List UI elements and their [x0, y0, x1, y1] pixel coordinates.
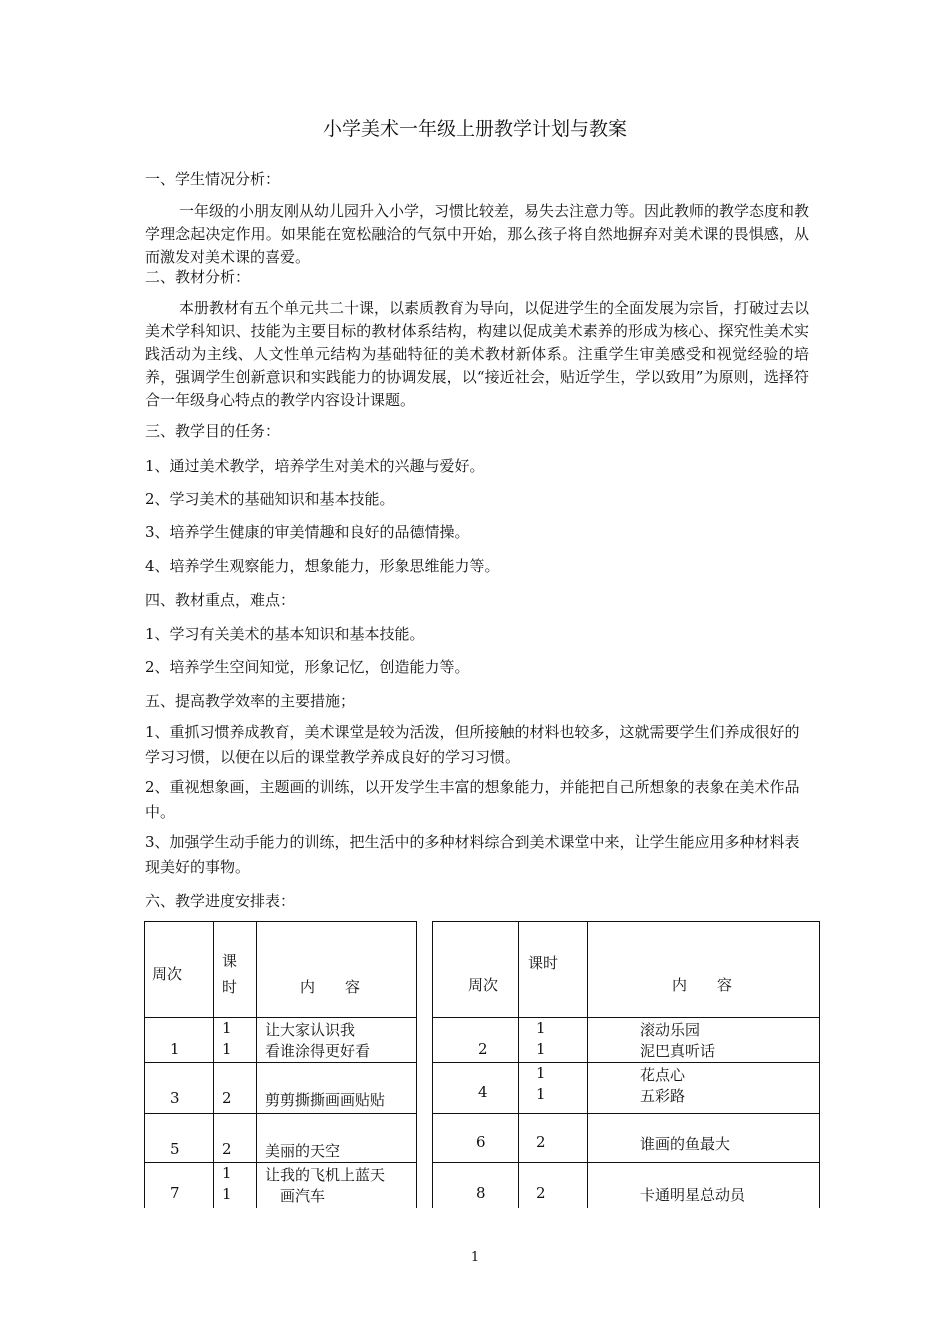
- section-3-item: 3、培养学生健康的审美情趣和良好的品德情操。: [145, 523, 470, 541]
- section-4-heading: 四、教材重点，难点：: [145, 591, 296, 609]
- section-1-paragraph: 一年级的小朋友刚从幼儿园升入小学，习惯比较差，易失去注意力等。因此教师的教学态度和教学理念起决定作用。如果能在宽松融洽的气氛中开始，那么孩子将自然地摒弃对美术课的畏惧感，从而激发对美术课的喜爱。: [145, 202, 810, 266]
- content-cell: 美丽的天空: [265, 1142, 341, 1160]
- table-border: [432, 1162, 820, 1163]
- table-border: [256, 921, 257, 1208]
- section-3-heading: 三、教学目的任务：: [145, 422, 281, 440]
- section-5-item: 3、加强学生动手能力的训练，把生活中的多种材料综合到美术课堂中来，让学生能应用多种材料表现美好的事物。: [145, 833, 800, 876]
- week-cell: 3: [170, 1089, 180, 1107]
- hours-cell: 1: [222, 1164, 232, 1182]
- table-border: [144, 921, 417, 922]
- table-border: [819, 921, 820, 1208]
- section-1-heading: 一、学生情况分析：: [145, 170, 281, 188]
- header-content: 内 容: [300, 978, 361, 996]
- hours-cell: 1: [222, 1185, 232, 1203]
- table-border: [432, 921, 820, 922]
- content-cell: 花点心: [640, 1066, 686, 1084]
- table-border: [144, 1062, 417, 1063]
- hours-cell: 2: [536, 1133, 546, 1151]
- week-cell: 8: [476, 1184, 486, 1202]
- header-hours: 课时: [528, 954, 559, 972]
- table-border: [144, 1162, 417, 1163]
- section-5-heading: 五、提高教学效率的主要措施；: [145, 692, 356, 710]
- table-border: [432, 1017, 820, 1018]
- section-4-item: 1、学习有关美术的基本知识和基本技能。: [145, 625, 425, 643]
- header-week: 周次: [468, 976, 499, 994]
- content-cell: 卡通明星总动员: [640, 1186, 746, 1204]
- section-3-item: 1、通过美术教学，培养学生对美术的兴趣与爱好。: [145, 457, 485, 475]
- section-2-paragraph: 本册教材有五个单元共二十课，以素质教育为导向，以促进学生的全面发展为宗旨，打破过去以美术学科知识、技能为主要目标的教材体系结构，构建以促成美术素养的形成为核心、探究性美术实践活动为主线、人文性单元结构为基础特征的美术教材新体系。注重学生审美感受和视觉经验的培养，强调学生创新意识和实践能力的协调发展，以“接近社会，贴近学生，学以致用”为原则，选择符合一年级身心特点的教学内容设计课题。: [145, 299, 810, 409]
- hours-cell: 1: [222, 1019, 232, 1037]
- content-cell: 看谁涂得更好看: [265, 1042, 371, 1060]
- table-border: [587, 921, 588, 1208]
- hours-cell: 2: [222, 1140, 232, 1158]
- section-3-item: 2、学习美术的基础知识和基本技能。: [145, 490, 395, 508]
- hours-cell: 1: [536, 1040, 546, 1058]
- header-week: 周次: [152, 965, 183, 983]
- section-4-item: 2、培养学生空间知觉，形象记忆，创造能力等。: [145, 658, 470, 676]
- week-cell: 1: [170, 1040, 180, 1058]
- week-cell: 6: [476, 1133, 486, 1151]
- content-cell: 泥巴真听话: [640, 1042, 716, 1060]
- week-cell: 2: [478, 1040, 488, 1058]
- content-cell: 剪剪撕撕画画贴贴: [265, 1091, 386, 1109]
- table-border: [213, 921, 214, 1208]
- table-border: [432, 1113, 820, 1114]
- content-cell: 谁画的鱼最大: [640, 1135, 731, 1153]
- section-5-item: 2、重视想象画，主题画的训练，以开发学生丰富的想象能力，并能把自己所想象的表象在美术作品中。: [145, 778, 800, 821]
- table-border: [432, 921, 433, 1208]
- content-cell: 五彩路: [640, 1087, 686, 1105]
- week-cell: 4: [478, 1083, 488, 1101]
- hours-cell: 2: [536, 1184, 546, 1202]
- hours-cell: 1: [536, 1064, 546, 1082]
- week-cell: 7: [170, 1184, 180, 1202]
- hours-cell: 1: [536, 1085, 546, 1103]
- table-border: [416, 921, 417, 1208]
- content-cell: 让我的飞机上蓝天: [265, 1166, 386, 1184]
- page-title: 小学美术一年级上册教学计划与教案: [322, 118, 627, 140]
- header-hours: 课: [222, 952, 238, 970]
- page-number: 1: [470, 1250, 480, 1265]
- section-6-heading: 六、教学进度安排表：: [145, 892, 296, 910]
- hours-cell: 1: [222, 1040, 232, 1058]
- content-cell: 画汽车: [280, 1187, 326, 1205]
- table-border: [144, 1113, 417, 1114]
- content-cell: 滚动乐园: [640, 1021, 701, 1039]
- table-border: [144, 921, 145, 1208]
- week-cell: 5: [170, 1140, 180, 1158]
- header-hours: 时: [222, 978, 238, 996]
- table-border: [144, 1017, 417, 1018]
- section-3-item: 4、培养学生观察能力，想象能力，形象思维能力等。: [145, 557, 500, 575]
- section-2-heading: 二、教材分析：: [145, 268, 251, 286]
- table-border: [518, 921, 519, 1208]
- section-5-item: 1、重抓习惯养成教育，美术课堂是较为活泼，但所接触的材料也较多，这就需要学生们养成很好的学习习惯，以便在以后的课堂教学养成良好的学习习惯。: [145, 723, 800, 766]
- table-border: [432, 1062, 820, 1063]
- content-cell: 让大家认识我: [265, 1021, 356, 1039]
- hours-cell: 2: [222, 1089, 232, 1107]
- header-content: 内 容: [672, 976, 733, 994]
- hours-cell: 1: [536, 1019, 546, 1037]
